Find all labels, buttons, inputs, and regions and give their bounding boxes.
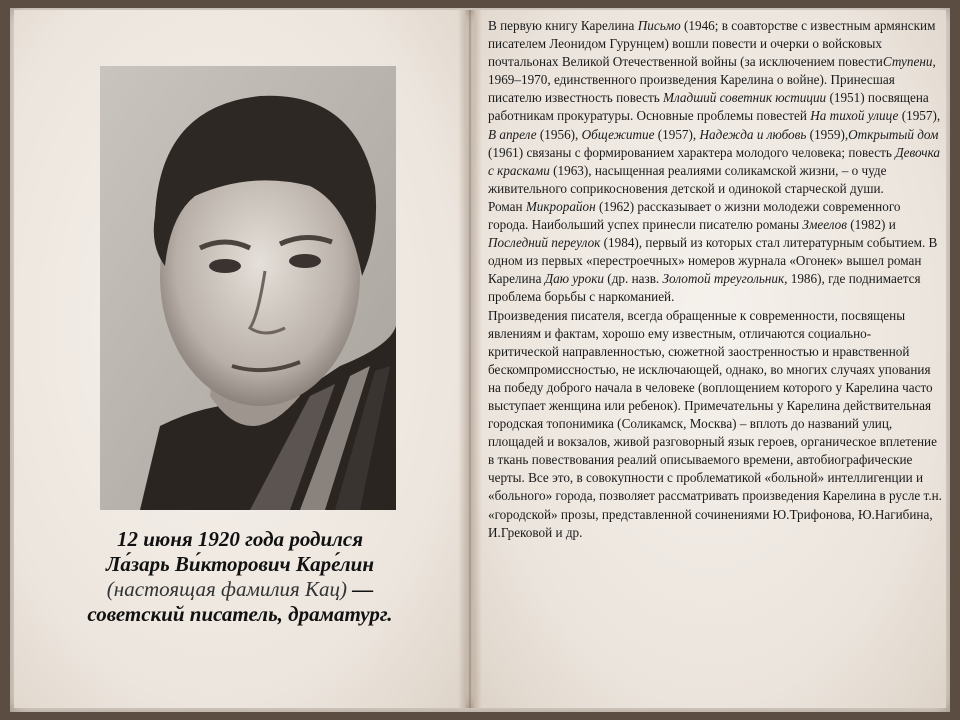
caption-birth-date: 12 июня 1920 года родился: [116, 527, 364, 551]
text-run: (1984), первый из которых стал литературным событием. В одном из первых «перестроечных» номеров журнала «Огонек» вышел роман Карелина: [488, 235, 938, 287]
portrait-caption: [30, 527, 450, 627]
work-title: Письмо: [637, 18, 681, 33]
biography-paragraph-2: [488, 198, 942, 307]
biography-text: [488, 17, 942, 542]
work-title: Надежда и любовь: [699, 126, 807, 142]
caption-author-name: Ла́зарь Ви́кторович Каре́лин: [105, 552, 375, 576]
work-title: Младший советник юстиции: [663, 90, 827, 106]
text-run: (1956),: [536, 126, 582, 142]
book-gutter: [458, 10, 482, 708]
caption-dash: —: [346, 577, 374, 601]
text-run: Произведения писателя, всегда обращенные к современности, посвящены явлениям и фактам, хорошо ему известным, отличаются социально-критической направленностью, сюжетной заостренностью и нравственной бескомпромиссностью, не исключающей, однако, во многих случаях упования на победу доброго начала в человеке (воплощением которого у Карелина часто выступает женщина или ребенок). Примечательны у Карелина действительная городская топонимика (Соликамск, Москва) – вплоть до названий улиц, площадей и вокзалов, живой разговорный язык героев, органическое вплетение в ткань повествования реалий описываемого времени, автобиографические черты. Все это, в совокупности с проблематикой «больной» интеллигенции и «больного» города, позволяет рассматривать произведения Карелина в русле т.н. «городской» прозы, представленной сочинениями Ю.Трифонова, Ю.Нагибина, И.Грековой и др.: [488, 307, 942, 540]
work-title: Золотой треугольник: [662, 271, 785, 287]
work-title: Последний переулок: [488, 235, 601, 251]
work-title: Ступени: [882, 54, 933, 70]
portrait-image: [100, 66, 396, 510]
text-run: (1951) посвящена работникам прокуратуры. Основные проблемы повестей: [488, 90, 929, 124]
author-portrait: [100, 66, 396, 510]
text-run: (1962) рассказывает о жизни молодежи современного города. Наибольший успех принесли писателю романы: [488, 198, 901, 233]
work-title: Змеелов: [802, 217, 847, 233]
text-run: (1957),: [654, 126, 700, 142]
text-run: , 1969–1970, единственного произведения Карелина о войне). Принесшая писателю известность повесть: [488, 54, 936, 106]
caption-real-surname: (настоящая фамилия Кац): [106, 577, 347, 601]
text-run: (1963), насыщенная реалиями соликамской жизни, – о чуде живительного соприкосновения детской и одинокой старческой души.: [488, 162, 887, 196]
caption-occupation: советский писатель, драматург.: [87, 602, 393, 626]
work-title: Девочка с красками: [488, 144, 941, 178]
text-run: , 1986), где поднимается проблема борьбы с наркоманией.: [488, 271, 921, 305]
work-title: Открытый дом: [848, 126, 939, 142]
text-run: (1957),: [898, 108, 941, 124]
work-title: В апреле: [488, 126, 537, 142]
text-run: (1982) и: [846, 217, 896, 233]
work-title: Общежитие: [581, 126, 655, 142]
text-run: (1959),: [806, 126, 849, 142]
work-title: На тихой улице: [810, 108, 899, 124]
text-run: В первую книгу Карелина: [488, 18, 638, 33]
biography-paragraph-1: [488, 17, 942, 198]
text-run: (1946; в соавторстве с известным армянским писателем Леонидом Гурунцем) вошли повести и очерки о войсковых почтальонах Великой Отечественной войны (за исключением повести: [488, 18, 936, 70]
work-title: Даю уроки: [544, 271, 604, 287]
work-title: Микрорайон: [525, 198, 596, 214]
text-run: Роман: [488, 198, 526, 214]
text-run: (1961) связаны с формированием характера молодого человека; повесть: [488, 144, 896, 160]
text-run: (др. назв.: [604, 271, 663, 287]
biography-paragraph-3: [488, 307, 942, 542]
